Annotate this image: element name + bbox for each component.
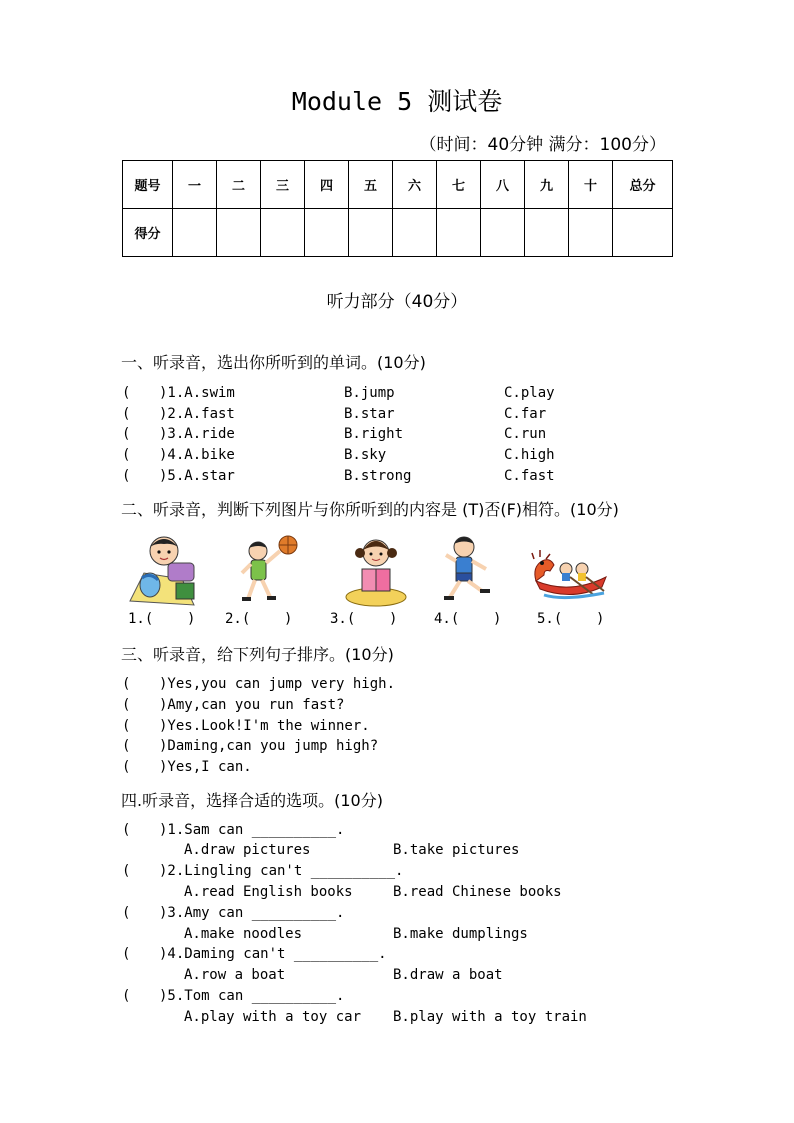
score-cell[interactable]: [261, 209, 305, 257]
sentence-text: )Yes.Look!I'm the winner.: [159, 718, 370, 734]
answer-paren[interactable]: (: [122, 822, 131, 838]
header-cell: 一: [173, 161, 217, 209]
boy-drawing-icon: [124, 533, 204, 608]
dragon-boat-icon: [530, 533, 610, 608]
answer-paren[interactable]: (: [122, 863, 131, 879]
q1-title: 一、听录音，选出你所听到的单词。(10分): [121, 353, 426, 372]
answer-paren[interactable]: (: [122, 738, 131, 754]
score-cell[interactable]: [569, 209, 613, 257]
option-b: B.jump: [344, 385, 395, 401]
header-cell: 二: [217, 161, 261, 209]
score-cell[interactable]: [481, 209, 525, 257]
header-cell: 题号: [123, 161, 173, 209]
score-cell[interactable]: [173, 209, 217, 257]
option-a: )5.A.star: [159, 468, 235, 484]
question-stem: )4.Daming can't __________.: [159, 946, 387, 962]
sentence-text: )Amy,can you run fast?: [159, 697, 345, 713]
answer-paren[interactable]: (: [122, 468, 131, 484]
option-b: B.make dumplings: [393, 926, 528, 942]
header-cell: 十: [569, 161, 613, 209]
answer-paren[interactable]: (: [122, 426, 131, 442]
option-b: B.strong: [344, 468, 412, 484]
answer-paren[interactable]: (: [122, 447, 131, 463]
score-cell[interactable]: [217, 209, 261, 257]
option-a: A.read English books: [184, 884, 353, 900]
score-cell[interactable]: [349, 209, 393, 257]
option-a: A.draw pictures: [184, 842, 311, 858]
header-cell: 总分: [613, 161, 673, 209]
answer-paren[interactable]: (: [122, 905, 131, 921]
option-a: )4.A.bike: [159, 447, 235, 463]
header-cell: 四: [305, 161, 349, 209]
q3-title: 三、听录音，给下列句子排序。(10分): [121, 645, 394, 664]
girl-reading-icon: [338, 533, 418, 608]
q2-title: 二、听录音，判断下列图片与你所听到的内容是 (T)否(F)相符。(10分): [121, 500, 619, 519]
score-table: [122, 160, 673, 257]
option-a: )3.A.ride: [159, 426, 235, 442]
score-cell[interactable]: [437, 209, 481, 257]
picture-answer-2[interactable]: 2.( ): [225, 611, 293, 627]
option-c: C.run: [504, 426, 547, 442]
header-cell: 七: [437, 161, 481, 209]
answer-paren[interactable]: (: [122, 697, 131, 713]
option-b: B.star: [344, 406, 395, 422]
score-cell[interactable]: [305, 209, 349, 257]
option-b: B.sky: [344, 447, 387, 463]
page-title: Module 5 测试卷: [291, 87, 503, 116]
header-cell: 九: [525, 161, 569, 209]
question-stem: )3.Amy can __________.: [159, 905, 345, 921]
sentence-text: )Daming,can you jump high?: [159, 738, 379, 754]
option-b: B.draw a boat: [393, 967, 503, 983]
listening-section-header: 听力部分（40分）: [326, 292, 468, 312]
boy-basketball-icon: [228, 533, 308, 608]
answer-paren[interactable]: (: [122, 718, 131, 734]
header-cell: 三: [261, 161, 305, 209]
option-a: A.play with a toy car: [184, 1009, 362, 1025]
option-b: B.play with a toy train: [393, 1009, 587, 1025]
q4-title: 四.听录音，选择合适的选项。(10分): [121, 791, 383, 810]
time-and-score-info: （时间：40分钟 满分：100分）: [419, 135, 666, 155]
answer-paren[interactable]: (: [122, 988, 131, 1004]
answer-paren[interactable]: (: [122, 406, 131, 422]
picture-answer-1[interactable]: 1.( ): [128, 611, 196, 627]
header-cell: 六: [393, 161, 437, 209]
question-stem: )5.Tom can __________.: [159, 988, 345, 1004]
score-cell[interactable]: [393, 209, 437, 257]
picture-answer-3[interactable]: 3.( ): [330, 611, 398, 627]
picture-answer-4[interactable]: 4.( ): [434, 611, 502, 627]
header-cell: 五: [349, 161, 393, 209]
score-table-score-row: [123, 209, 673, 257]
answer-paren[interactable]: (: [122, 946, 131, 962]
score-table-header-row: [123, 161, 673, 209]
option-a: A.row a boat: [184, 967, 286, 983]
question-stem: )1.Sam can __________.: [159, 822, 345, 838]
answer-paren[interactable]: (: [122, 676, 131, 692]
option-a: )1.A.swim: [159, 385, 235, 401]
option-c: C.far: [504, 406, 547, 422]
score-cell[interactable]: [525, 209, 569, 257]
option-c: C.fast: [504, 468, 555, 484]
option-a: A.make noodles: [184, 926, 303, 942]
answer-paren[interactable]: (: [122, 759, 131, 775]
option-c: C.high: [504, 447, 555, 463]
question-stem: )2.Lingling can't __________.: [159, 863, 404, 879]
option-b: B.right: [344, 426, 404, 442]
picture-answer-5[interactable]: 5.( ): [537, 611, 605, 627]
option-a: )2.A.fast: [159, 406, 235, 422]
sentence-text: )Yes,you can jump very high.: [159, 676, 396, 692]
option-b: B.read Chinese books: [393, 884, 562, 900]
option-b: B.take pictures: [393, 842, 520, 858]
header-cell: 八: [481, 161, 525, 209]
boy-running-icon: [430, 533, 510, 608]
option-c: C.play: [504, 385, 555, 401]
score-row-label: 得分: [123, 209, 173, 257]
score-cell[interactable]: [613, 209, 673, 257]
answer-paren[interactable]: (: [122, 385, 131, 401]
sentence-text: )Yes,I can.: [159, 759, 252, 775]
